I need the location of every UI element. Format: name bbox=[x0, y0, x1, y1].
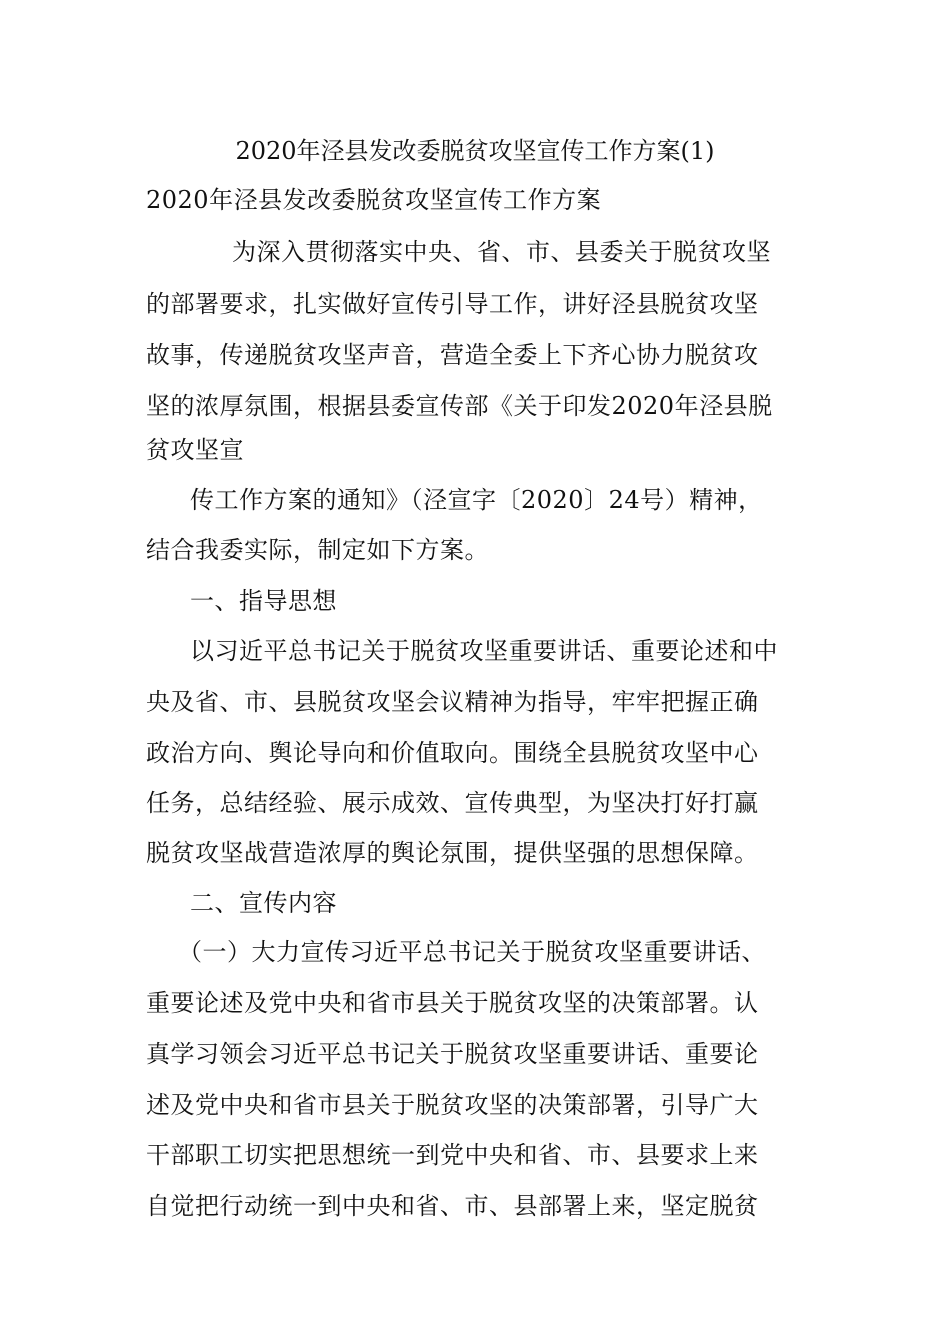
paragraph-line: 结合我委实际，制定如下方案。 bbox=[146, 536, 489, 564]
paragraph-line: 任务，总结经验、展示成效、宣传典型，为坚决打好打赢 bbox=[146, 789, 759, 817]
paragraph-line: 真学习领会习近平总书记关于脱贫攻坚重要讲话、重要论 bbox=[146, 1040, 759, 1068]
paragraph-line: 的部署要求，扎实做好宣传引导工作，讲好泾县脱贫攻坚 bbox=[146, 290, 759, 318]
paragraph-line: 重要论述及党中央和省市县关于脱贫攻坚的决策部署。认 bbox=[146, 989, 759, 1017]
document-title: 2020年泾县发改委脱贫攻坚宣传工作方案(1) bbox=[235, 137, 715, 165]
document-subtitle: 2020年泾县发改委脱贫攻坚宣传工作方案 bbox=[146, 186, 602, 214]
section-heading: 一、指导思想 bbox=[190, 587, 337, 615]
paragraph-line: 政治方向、舆论导向和价值取向。围绕全县脱贫攻坚中心 bbox=[146, 739, 759, 767]
paragraph-line: 为深入贯彻落实中央、省、市、县委关于脱贫攻坚 bbox=[232, 238, 771, 266]
section-heading: 二、宣传内容 bbox=[190, 889, 337, 917]
paragraph-line: 故事，传递脱贫攻坚声音，营造全委上下齐心协力脱贫攻 bbox=[146, 341, 759, 369]
paragraph-line: 坚的浓厚氛围，根据县委宣传部《关于印发2020年泾县脱 bbox=[146, 392, 773, 420]
paragraph-line: 贫攻坚宣 bbox=[146, 436, 244, 464]
paragraph-line: （一）大力宣传习近平总书记关于脱贫攻坚重要讲话、 bbox=[178, 938, 766, 966]
paragraph-line: 以习近平总书记关于脱贫攻坚重要讲话、重要论述和中 bbox=[190, 637, 778, 665]
paragraph-line: 央及省、市、县脱贫攻坚会议精神为指导，牢牢把握正确 bbox=[146, 688, 759, 716]
paragraph-line: 脱贫攻坚战营造浓厚的舆论氛围，提供坚强的思想保障。 bbox=[146, 839, 759, 867]
paragraph-line: 述及党中央和省市县关于脱贫攻坚的决策部署，引导广大 bbox=[146, 1091, 759, 1119]
paragraph-line: 传工作方案的通知》（泾宣字〔2020〕24号）精神， bbox=[190, 486, 763, 514]
paragraph-line: 自觉把行动统一到中央和省、市、县部署上来，坚定脱贫 bbox=[146, 1192, 759, 1220]
paragraph-line: 干部职工切实把思想统一到党中央和省、市、县要求上来 bbox=[146, 1141, 759, 1169]
